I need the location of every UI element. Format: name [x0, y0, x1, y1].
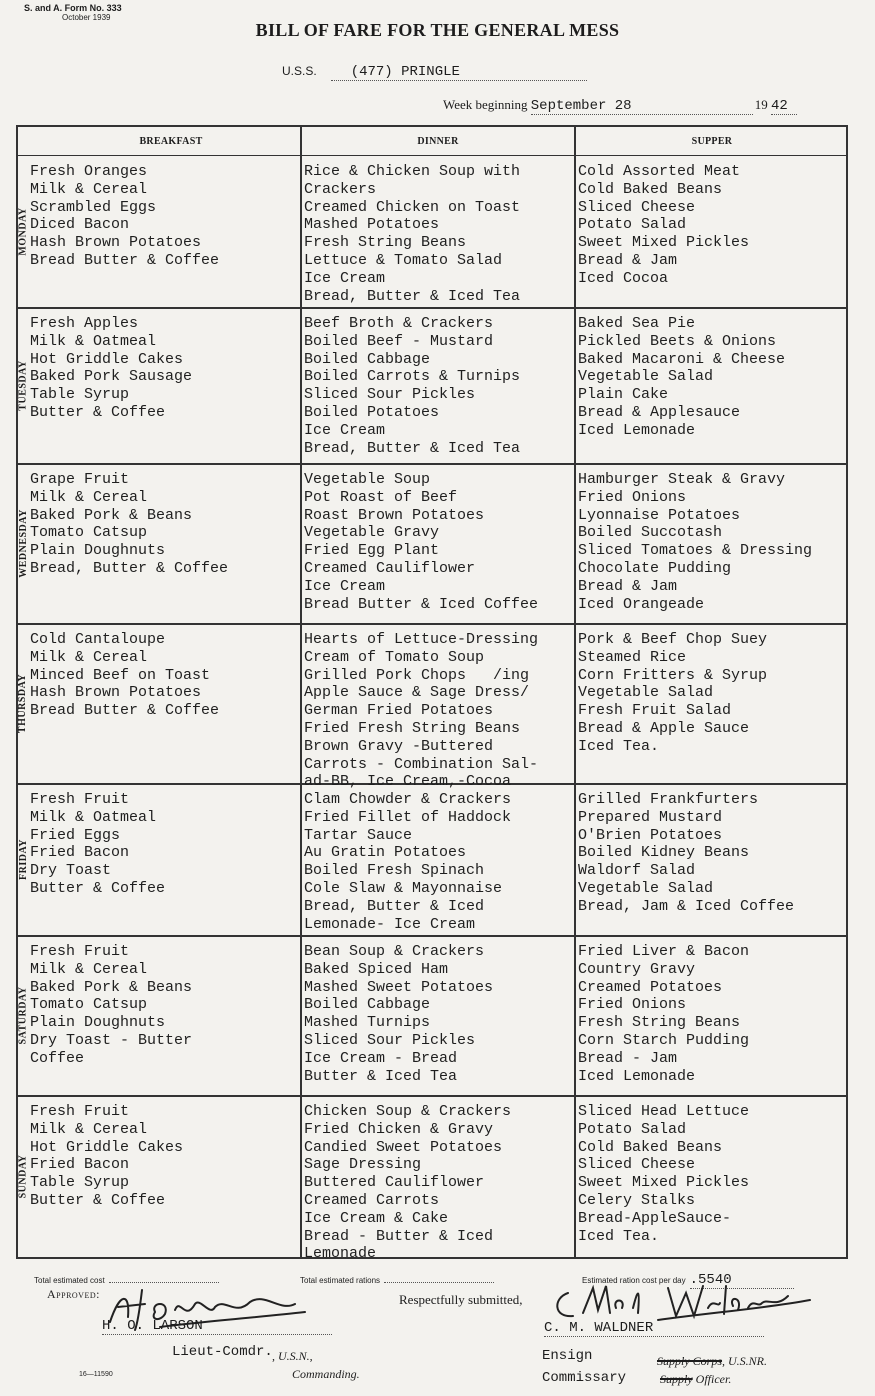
- submitter-title: Commissary: [542, 1370, 627, 1386]
- menu-cell-saturday-dinner: [304, 943, 493, 1085]
- menu-item: Fried Liver & Bacon: [578, 943, 750, 960]
- menu-item: Bread & Jam: [578, 251, 678, 269]
- menu-item: Celery Stalks: [578, 1191, 696, 1209]
- menu-item: Mashed Turnips: [304, 1014, 431, 1032]
- menu-item: Sliced Head Lettuce: [578, 1103, 750, 1120]
- menu-item: Scrambled Eggs: [30, 198, 157, 216]
- total-rations-line: [384, 1282, 494, 1283]
- menu-item: Bread & Jam: [578, 577, 678, 595]
- menu-item: Table Syrup: [30, 1174, 130, 1192]
- menu-item: Vegetable Soup: [304, 471, 431, 488]
- menu-item: Pork & Beef Chop Suey: [578, 631, 768, 648]
- print-code: 16—11590: [79, 1371, 113, 1378]
- day-label-text: FRIDAY: [17, 838, 29, 880]
- menu-item: Fresh Fruit: [30, 791, 130, 808]
- menu-item: Boiled Cabbage: [304, 996, 431, 1014]
- menu-item: O'Brien Potatoes: [578, 826, 723, 844]
- menu-item: Iced Tea.: [578, 1227, 660, 1245]
- approver-rank: Lieut-Comdr.: [172, 1344, 273, 1360]
- menu-cell-thursday-dinner: [304, 631, 538, 791]
- menu-item: Bread - Butter & Iced: [304, 1227, 494, 1245]
- menu-item: Vegetable Salad: [578, 684, 714, 702]
- menu-item: Ice Cream: [304, 269, 386, 287]
- menu-item: Hot Griddle Cakes: [30, 1138, 184, 1156]
- ship-label: U.S.S.: [282, 64, 317, 78]
- menu-item: Bread, Butter & Coffee: [30, 559, 229, 577]
- menu-item: Corn Fritters & Syrup: [578, 666, 768, 684]
- menu-item: Coffee: [30, 1049, 85, 1067]
- week-line: [443, 97, 797, 115]
- menu-item: Baked Macaroni & Cheese: [578, 350, 786, 368]
- submitter-corps-struck: Supply Corps: [657, 1354, 723, 1368]
- menu-item: Boiled Kidney Beans: [578, 844, 750, 862]
- menu-cell-friday-supper: [578, 791, 794, 916]
- menu-item: Sliced Cheese: [578, 1156, 696, 1174]
- day-label-text: SATURDAY: [17, 986, 29, 1044]
- header-divider: [18, 155, 846, 156]
- menu-item: Fried Bacon: [30, 1156, 130, 1174]
- menu-cell-monday-supper: [578, 163, 749, 288]
- menu-cell-wednesday-supper: [578, 471, 812, 613]
- ship-line: [282, 64, 587, 81]
- menu-item: Minced Beef on Toast: [30, 666, 211, 684]
- ration-cost-label: Estimated ration cost per day: [582, 1276, 686, 1285]
- menu-item: German Fried Potatoes: [304, 702, 494, 720]
- menu-item: Roast Brown Potatoes: [304, 506, 485, 524]
- menu-item: Creamed Carrots: [304, 1191, 440, 1209]
- menu-item: Pickled Beets & Onions: [578, 332, 777, 350]
- menu-item: Brown Gravy -Buttered: [304, 737, 494, 755]
- menu-item: Pot Roast of Beef: [304, 488, 458, 506]
- menu-cell-friday-breakfast: [30, 791, 165, 898]
- menu-item: Ice Cream - Bread: [304, 1049, 458, 1067]
- menu-item: Ice Cream: [304, 421, 386, 439]
- menu-item: Vegetable Salad: [578, 879, 714, 897]
- day-label-text: WEDNESDAY: [17, 508, 29, 578]
- menu-item: Plain Doughnuts: [30, 1014, 166, 1032]
- submitter-corps: [657, 1354, 767, 1369]
- menu-cell-thursday-breakfast: [30, 631, 219, 720]
- menu-item: Milk & Cereal: [30, 180, 148, 198]
- menu-cell-friday-dinner: [304, 791, 511, 933]
- menu-item: Fresh String Beans: [304, 234, 467, 252]
- menu-item: Lemonade- Ice Cream: [304, 915, 476, 933]
- menu-item: Fried Fillet of Haddock: [304, 808, 512, 826]
- column-divider: [574, 127, 576, 1257]
- menu-item: Ice Cream & Cake: [304, 1209, 449, 1227]
- menu-item: Milk & Cereal: [30, 1120, 148, 1138]
- menu-cell-sunday-supper: [578, 1103, 749, 1245]
- menu-item: Fried Fresh String Beans: [304, 719, 521, 737]
- row-divider: [18, 307, 846, 309]
- column-header-supper: SUPPER: [691, 136, 733, 147]
- year-prefix: 19: [754, 97, 768, 112]
- menu-item: Bread & Apple Sauce: [578, 719, 750, 737]
- column-header-dinner: DINNER: [417, 136, 459, 147]
- ration-cost-value: .5540: [690, 1272, 794, 1289]
- menu-item: Boiled Cabbage: [304, 350, 431, 368]
- menu-item: Iced Cocoa: [578, 269, 669, 287]
- approver-service: , U.S.N.,: [272, 1349, 313, 1363]
- menu-item: Cold Cantaloupe: [30, 631, 166, 648]
- approver-role: Commanding.: [292, 1367, 360, 1381]
- menu-item: Iced Orangeade: [578, 595, 705, 613]
- menu-item: Sliced Cheese: [578, 198, 696, 216]
- menu-item: Fried Eggs: [30, 826, 121, 844]
- menu-item: Milk & Cereal: [30, 648, 148, 666]
- day-label-text: TUESDAY: [17, 359, 29, 411]
- menu-item: Mashed Sweet Potatoes: [304, 978, 494, 996]
- menu-item: Corn Starch Pudding: [578, 1031, 750, 1049]
- menu-item: Lyonnaise Potatoes: [578, 506, 741, 524]
- menu-item: Buttered Cauliflower: [304, 1174, 485, 1192]
- menu-item: Dry Toast - Butter: [30, 1031, 193, 1049]
- row-divider: [18, 935, 846, 937]
- menu-item: Cold Baked Beans: [578, 1138, 723, 1156]
- menu-item: Sliced Sour Pickles: [304, 386, 476, 404]
- menu-item: Bread Butter & Iced Coffee: [304, 595, 539, 613]
- menu-item: Baked Spiced Ham: [304, 960, 449, 978]
- menu-item: Fresh Apples: [30, 315, 139, 332]
- total-cost-label: Total estimated cost: [34, 1276, 105, 1285]
- menu-item: Boiled Beef - Mustard: [304, 332, 494, 350]
- menu-item: Milk & Cereal: [30, 488, 148, 506]
- menu-item: Bread, Butter & Iced: [304, 897, 485, 915]
- menu-cell-saturday-supper: [578, 943, 749, 1085]
- row-divider: [18, 623, 846, 625]
- menu-item: Bread Butter & Coffee: [30, 251, 220, 269]
- menu-item: Tartar Sauce: [304, 826, 413, 844]
- approver-name: H. O. LARSON: [102, 1318, 332, 1335]
- year-value: 42: [771, 98, 797, 115]
- menu-item: Ice Cream: [304, 577, 386, 595]
- menu-item: Fried Onions: [578, 488, 687, 506]
- menu-item: Clam Chowder & Crackers: [304, 791, 512, 808]
- menu-item: Butter & Coffee: [30, 879, 166, 897]
- row-divider: [18, 1095, 846, 1097]
- menu-item: Hash Brown Potatoes: [30, 234, 202, 252]
- menu-item: Chicken Soup & Crackers: [304, 1103, 512, 1120]
- menu-item: Sage Dressing: [304, 1156, 422, 1174]
- form-number: S. and A. Form No. 333: [24, 3, 122, 13]
- menu-cell-monday-breakfast: [30, 163, 219, 270]
- menu-item: Fresh Fruit: [30, 943, 130, 960]
- menu-cell-sunday-dinner: [304, 1103, 511, 1263]
- approved-label: Approved:: [47, 1287, 100, 1301]
- menu-item: Grilled Pork Chops /ing: [304, 666, 530, 684]
- menu-cell-monday-dinner: [304, 163, 520, 305]
- menu-item: Bean Soup & Crackers: [304, 943, 485, 960]
- menu-cell-sunday-breakfast: [30, 1103, 183, 1210]
- menu-item: Sweet Mixed Pickles: [578, 1174, 750, 1192]
- menu-item: Iced Lemonade: [578, 1067, 696, 1085]
- menu-item: Table Syrup: [30, 386, 130, 404]
- menu-item: Tomato Catsup: [30, 524, 148, 542]
- menu-item: Baked Pork & Beans: [30, 506, 193, 524]
- menu-item: Steamed Rice: [578, 648, 687, 666]
- day-label-text: SUNDAY: [17, 1154, 29, 1198]
- menu-item: Dry Toast: [30, 862, 112, 880]
- submitter-officer: [660, 1372, 731, 1387]
- menu-item: Grape Fruit: [30, 471, 130, 488]
- menu-item: Baked Sea Pie: [578, 315, 696, 332]
- menu-item: Bread & Applesauce: [578, 403, 741, 421]
- menu-cell-tuesday-breakfast: [30, 315, 192, 422]
- week-date: September 28: [531, 98, 753, 115]
- day-label-text: MONDAY: [17, 206, 29, 256]
- menu-item: Bread, Butter & Iced Tea: [304, 439, 521, 457]
- menu-item: Bread Butter & Coffee: [30, 702, 220, 720]
- menu-item: Boiled Potatoes: [304, 403, 440, 421]
- menu-item: Apple Sauce & Sage Dress/: [304, 684, 530, 702]
- menu-item: Iced Tea.: [578, 737, 660, 755]
- menu-item: Sliced Sour Pickles: [304, 1031, 476, 1049]
- menu-item: Baked Pork & Beans: [30, 978, 193, 996]
- menu-cell-tuesday-dinner: [304, 315, 520, 457]
- menu-item: Fresh Fruit: [30, 1103, 130, 1120]
- menu-item: Cole Slaw & Mayonnaise: [304, 879, 503, 897]
- submitter-name: C. M. WALDNER: [544, 1320, 764, 1337]
- menu-item: Fresh Fruit Salad: [578, 702, 732, 720]
- menu-item: Fried Egg Plant: [304, 542, 440, 560]
- menu-item: Waldorf Salad: [578, 862, 696, 880]
- submitter-rank: Ensign: [542, 1348, 593, 1364]
- menu-item: Hamburger Steak & Gravy: [578, 471, 786, 488]
- menu-item: Au Gratin Potatoes: [304, 844, 467, 862]
- menu-item: Sliced Tomatoes & Dressing: [578, 542, 813, 560]
- menu-item: Baked Pork Sausage: [30, 368, 193, 386]
- menu-item: Plain Cake: [578, 386, 669, 404]
- menu-item: Bread-AppleSauce-: [578, 1209, 732, 1227]
- menu-item: Iced Lemonade: [578, 421, 696, 439]
- menu-cell-wednesday-dinner: [304, 471, 538, 613]
- row-divider: [18, 463, 846, 465]
- menu-item: Creamed Potatoes: [578, 978, 723, 996]
- menu-cell-saturday-breakfast: [30, 943, 192, 1068]
- menu-item: Cream of Tomato Soup: [304, 648, 485, 666]
- column-divider: [300, 127, 302, 1257]
- menu-item: Milk & Oatmeal: [30, 332, 157, 350]
- menu-item: Potato Salad: [578, 216, 687, 234]
- menu-item: Grilled Frankfurters: [578, 791, 759, 808]
- menu-item: Fresh Oranges: [30, 163, 148, 180]
- menu-item: Hearts of Lettuce-Dressing: [304, 631, 539, 648]
- menu-item: Boiled Fresh Spinach: [304, 862, 485, 880]
- week-label: Week beginning: [443, 97, 528, 112]
- menu-item: Tomato Catsup: [30, 996, 148, 1014]
- menu-item: Vegetable Gravy: [304, 524, 440, 542]
- menu-item: Milk & Cereal: [30, 960, 148, 978]
- menu-item: Plain Doughnuts: [30, 542, 166, 560]
- menu-item: Country Gravy: [578, 960, 696, 978]
- menu-cell-tuesday-supper: [578, 315, 785, 440]
- menu-item: Milk & Oatmeal: [30, 808, 157, 826]
- submitter-officer-struck: Supply: [660, 1372, 693, 1386]
- menu-item: Bread, Jam & Iced Coffee: [578, 897, 795, 915]
- submitter-service: , U.S.NR.: [722, 1354, 768, 1368]
- day-label-text: THURSDAY: [17, 673, 29, 733]
- menu-item: Sweet Mixed Pickles: [578, 234, 750, 252]
- menu-item: Cold Baked Beans: [578, 180, 723, 198]
- menu-item: Hash Brown Potatoes: [30, 684, 202, 702]
- menu-item: Chocolate Pudding: [578, 559, 732, 577]
- menu-cell-thursday-supper: [578, 631, 767, 756]
- menu-item: Bread - Jam: [578, 1049, 678, 1067]
- menu-grid: [16, 125, 848, 1263]
- menu-item: Bread, Butter & Iced Tea: [304, 287, 521, 305]
- page-title: BILL OF FARE FOR THE GENERAL MESS: [255, 20, 620, 40]
- menu-item: Cold Assorted Meat: [578, 163, 741, 180]
- menu-item: Lemonade: [304, 1245, 377, 1263]
- menu-item: Fresh String Beans: [578, 1014, 741, 1032]
- menu-item: Butter & Coffee: [30, 403, 166, 421]
- menu-item: Fried Chicken & Gravy: [304, 1120, 494, 1138]
- menu-item: Carrots - Combination Sal-: [304, 755, 539, 773]
- menu-item: Crackers: [304, 180, 377, 198]
- menu-item: Butter & Iced Tea: [304, 1067, 458, 1085]
- total-rations-label: Total estimated rations: [300, 1276, 381, 1285]
- menu-item: Fried Bacon: [30, 844, 130, 862]
- total-rations: [300, 1270, 494, 1288]
- menu-item: Creamed Cauliflower: [304, 559, 476, 577]
- menu-item: Lettuce & Tomato Salad: [304, 251, 503, 269]
- submitted-label: Respectfully submitted,: [399, 1292, 523, 1307]
- menu-cell-wednesday-breakfast: [30, 471, 228, 578]
- form-date: October 1939: [62, 13, 111, 22]
- menu-item: Mashed Potatoes: [304, 216, 440, 234]
- column-header-breakfast: BREAKFAST: [139, 136, 203, 147]
- ship-name: (477) PRINGLE: [331, 64, 587, 81]
- menu-item: Boiled Succotash: [578, 524, 723, 542]
- menu-item: Fried Onions: [578, 996, 687, 1014]
- menu-item: Vegetable Salad: [578, 368, 714, 386]
- menu-item: Butter & Coffee: [30, 1191, 166, 1209]
- submitter-officer-label: Officer.: [692, 1372, 732, 1386]
- menu-item: ad-BB, Ice Cream,-Cocoa: [304, 773, 512, 791]
- menu-item: Prepared Mustard: [578, 808, 723, 826]
- menu-item: Candied Sweet Potatoes: [304, 1138, 503, 1156]
- menu-item: Rice & Chicken Soup with: [304, 163, 521, 180]
- menu-item: Diced Bacon: [30, 216, 130, 234]
- menu-item: Creamed Chicken on Toast: [304, 198, 521, 216]
- menu-item: Beef Broth & Crackers: [304, 315, 494, 332]
- menu-item: Potato Salad: [578, 1120, 687, 1138]
- menu-item: Boiled Carrots & Turnips: [304, 368, 521, 386]
- menu-item: Hot Griddle Cakes: [30, 350, 184, 368]
